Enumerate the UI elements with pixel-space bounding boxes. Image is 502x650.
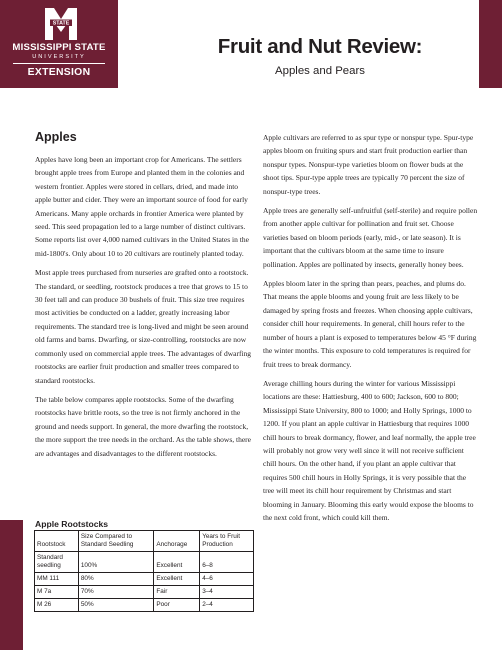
column-header: Size Compared to Standard Seedling (78, 531, 153, 552)
table-row (35, 599, 254, 612)
logo-university-label: UNIVERSITY (32, 54, 86, 60)
left-text-column (35, 153, 254, 466)
paragraph: Apple trees are generally self-unfruitful (self-sterile) and require pollen from another apple cultivar for pollination and fruit set. Choose varieties based on bloom periods (early, mid-, or late season). It is important that the cultivars bloom at the same time to insure pollination. Apples are pollinated by insects, generally honey bees. (263, 206, 478, 269)
table-row (35, 586, 254, 599)
table-cell: 4–6 (200, 573, 254, 586)
table-cell: 70% (78, 586, 153, 599)
table-header-row (35, 531, 254, 552)
table-cell: Fair (154, 586, 200, 599)
paragraph: Average chilling hours during the winter for various Mississippi locations are these: Hattiesburg, 400 to 600; Jackson, 600 to 800; Mississippi State University, 800 to 1000; and Holly Springs, 1000 to 1200. If you plant an apple cultivar in Hattiesburg that requires 1000 chill hours to break dormancy, flower, and leaf normally, the apple tree will probably not grow very well since it will not receive sufficient chill hours. On the other hand, if you plant an apple cultivar that requires 500 chill hours in Holly Springs, it is very possible that the tree will meet its chill hour requirement by Christmas and start blooming in January. Blooming this early would expose the blooms to the next cold front, which could kill them. (263, 378, 476, 522)
column-header: Rootstock (35, 531, 79, 552)
rootstock-table (34, 530, 254, 612)
paragraph: Most apple trees purchased from nurseries are grafted onto a rootstock. The standard, or seedling, rootstock produces a tree that grows to 15 to 30 feet tall and can produce 30 bushels of fruit. This size tree requires most activities be conducted on a ladder, greatly increasing labor requirements. The standard tree is long-lived and might be seen around old farms and barns. Dwarfing, or size-controlling, rootstocks are now commonly used on commercial apple trees. The advantages of dwarfing rootstocks are earlier fruit production and smaller trees compared to standard rootstocks. (35, 268, 252, 385)
table-cell: Standard seedling (35, 552, 79, 573)
paragraph: The table below compares apple rootstocks. Some of the dwarfing rootstocks have brittle roots, so the tree is not firmly anchored in the ground and needs support. In general, the more dwarfing the rootstock, the more support the tree needs in the orchard. As the table shows, there are advantages and disadvantages to the different rootstocks. (35, 394, 251, 458)
table-cell: Poor (154, 599, 200, 612)
logo-university-name: MISSISSIPPI STATE (12, 42, 106, 53)
table-cell: MM 111 (35, 573, 79, 586)
table-row (35, 573, 254, 586)
section-heading-apples: Apples (35, 130, 77, 144)
msu-m-logo-icon (44, 7, 78, 41)
table-cell: 80% (78, 573, 153, 586)
logo-divider (13, 63, 105, 64)
footer-accent-band (0, 520, 23, 650)
table-cell: M 26 (35, 599, 79, 612)
table-cell: 6–8 (200, 552, 254, 573)
header-brand-band (0, 0, 118, 88)
table-cell: 3–4 (200, 586, 254, 599)
table-cell: Excellent (154, 552, 200, 573)
table-cell: 50% (78, 599, 153, 612)
table-row (35, 552, 254, 573)
paragraph: Apples bloom later in the spring than pears, peaches, and plums do. That means the apple blooms and young fruit are less likely to be damaged by spring frosts and freezes. When choosing apple cultivars, consider chill hour requirements. In general, chill hours refer to the number of hours a plant is exposed to temperatures below 45 °F during the winter months. This exposure to cold temperatures is required for fruit trees to break dormancy. (263, 279, 477, 369)
logo-state-text: STATE (52, 20, 70, 27)
header-accent-band (479, 0, 502, 88)
paragraph: Apples have long been an important crop for Americans. The settlers brought apple trees from Europe and planted them in the colonies and western frontier. Apples were stored in cellars, dried, and made into apple butter and cider. They were an important source of food for early Americans. Many apple orchards in frontier America were planted by seed. This seed propagation led to a large number of distinct cultivars. Some reports list over 4,000 named cultivars in the United States in the mid-1800's. Only about 10 to 20 cultivars are routinely planted today. (35, 155, 249, 258)
right-text-column (263, 131, 479, 530)
logo-extension-label: EXTENSION (27, 67, 91, 78)
table-title: Apple Rootstocks (35, 519, 109, 529)
table-cell: M 7a (35, 586, 79, 599)
page-title: Fruit and Nut Review: (217, 35, 423, 58)
table-cell: Excellent (154, 573, 200, 586)
table-cell: 2–4 (200, 599, 254, 612)
column-header: Anchorage (154, 531, 200, 552)
column-header: Years to Fruit Production (200, 531, 254, 552)
page-subtitle: Apples and Pears (275, 65, 365, 77)
table-cell: 100% (78, 552, 153, 573)
paragraph: Apple cultivars are referred to as spur type or nonspur type. Spur-type apples bloom on fruiting spurs and start fruit production earlier than nonspur types. Nonspur-type varieties bloom on flower buds at the shoot tips. Spur-type apple trees are typically 70 percent the size of nonspur-type trees. (263, 133, 474, 196)
